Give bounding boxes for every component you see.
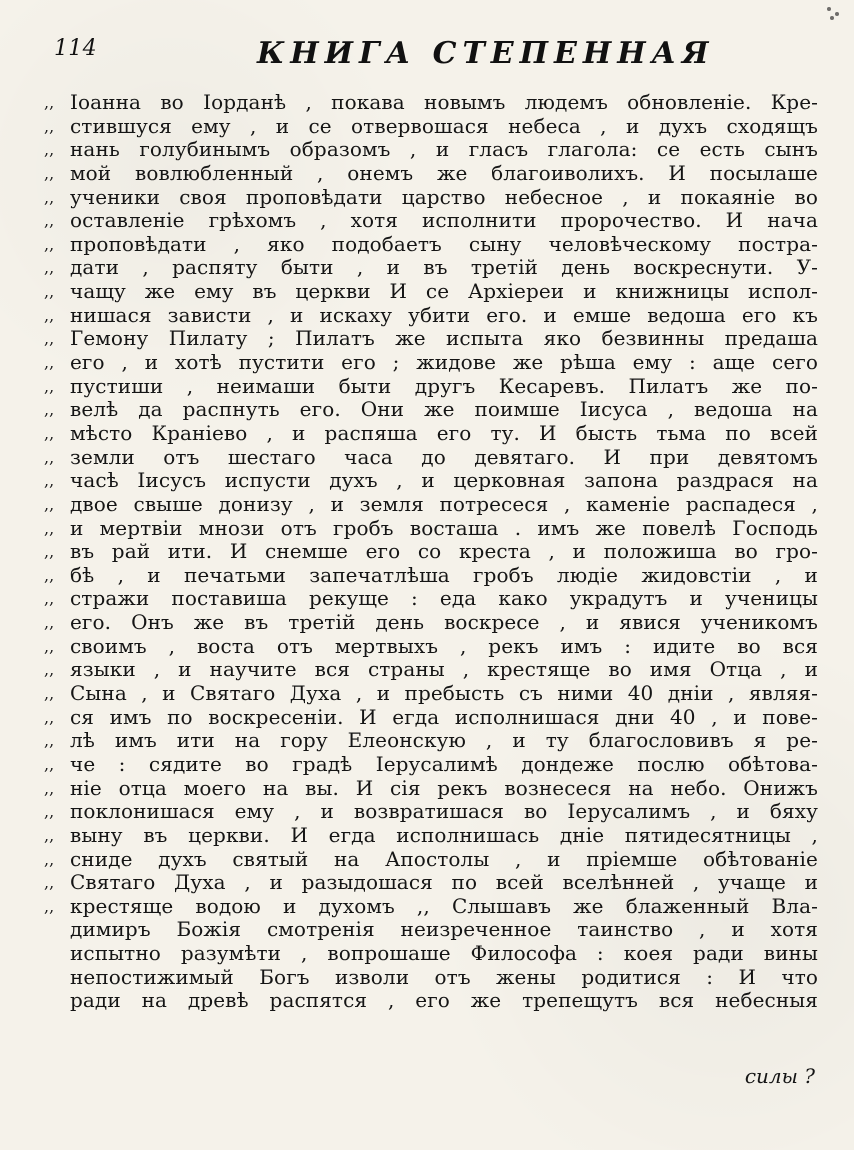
- quotation-mark: ,,: [44, 684, 55, 704]
- quotation-mark: ,,: [44, 518, 55, 538]
- line-text: часѣ Іисусъ испусти духъ , и церковная запона раздрася на: [70, 469, 818, 493]
- quotation-mark: ,,: [44, 258, 55, 278]
- quotation-mark: ,,: [44, 187, 55, 207]
- text-line: [44, 91, 820, 115]
- text-line: [44, 351, 820, 375]
- line-text: стившуся ему , и се отвервошася небеса , и духъ сходящъ: [70, 114, 818, 138]
- text-line: [44, 777, 820, 801]
- text-line: [44, 800, 820, 824]
- quotation-mark: ,,: [44, 494, 55, 514]
- text-line: [44, 729, 820, 753]
- line-text: ніе отца моего на вы. И сія рекъ вознесеся на небо. Онижъ: [70, 776, 818, 800]
- text-line: [44, 682, 820, 706]
- quotation-mark: ,,: [44, 447, 55, 467]
- text-line: [44, 540, 820, 564]
- quotation-mark: ,,: [44, 376, 55, 396]
- text-line: [44, 753, 820, 777]
- line-text: пустиши , неимаши быти другъ Кесаревъ. Пилатъ же по-: [70, 374, 818, 398]
- text-line: [44, 493, 820, 517]
- text-line: [44, 233, 820, 257]
- line-text: стражи поставиша рекуще : еда како украдутъ и ученицы: [70, 587, 818, 611]
- line-text: земли отъ шестаго часа до девятаго. И при девятомъ: [70, 445, 818, 469]
- line-text: испытно разумѣти , вопрошаше Философа : коея ради вины: [70, 942, 818, 966]
- text-line: [44, 398, 820, 422]
- line-text: непостижимый Богъ изволи отъ жены родитися : И что: [70, 965, 818, 989]
- line-text: лѣ имъ ити на гору Елеонскую , и ту благословивъ я ре-: [70, 729, 818, 753]
- quotation-mark: ,,: [44, 353, 55, 373]
- quotation-mark: ,,: [44, 400, 55, 420]
- line-text: оставленіе грѣхомъ , хотя исполнити пророчество. И нача: [70, 209, 818, 233]
- line-text: нишася зависти , и искаху убити его. и емше ведоша его къ: [70, 303, 818, 327]
- line-text: ради на древѣ распятся , его же трепещутъ вся небесныя: [70, 989, 818, 1013]
- text-line: [44, 375, 820, 399]
- text-line: [44, 304, 820, 328]
- line-text: че : сядите во градѣ Іерусалимѣ дондеже послю обѣтова-: [70, 752, 818, 776]
- main-text: [44, 91, 820, 1013]
- quotation-mark: ,,: [44, 211, 55, 231]
- quotation-mark: ,,: [44, 660, 55, 680]
- ink-spot: [827, 7, 831, 11]
- quotation-mark: ,,: [44, 731, 55, 751]
- quotation-mark: ,,: [44, 613, 55, 633]
- text-line: [44, 611, 820, 635]
- quotation-mark: ,,: [44, 163, 55, 183]
- line-text: выну въ церкви. И егда исполнишась дніе пятидесятницы ,: [70, 823, 818, 847]
- line-text: его , и хотѣ пустити его ; жидове же рѣша ему : аще сего: [70, 351, 818, 375]
- line-text: и мертвіи мнози отъ гробъ восташа . имъ же повелѣ Господь: [70, 516, 818, 540]
- line-text: велѣ да распнуть его. Они же поимше Іисуса , ведоша на: [70, 398, 818, 422]
- line-text: проповѣдати , яко подобаетъ сыну человѣческому пострa-: [70, 232, 818, 256]
- quotation-mark: ,,: [44, 636, 55, 656]
- line-text: нань голубинымъ образомъ , и гласъ глагола: се есть сынъ: [70, 138, 818, 162]
- line-text: языки , и научите вся страны , крестяще во имя Отца , и: [70, 658, 818, 682]
- line-text: дати , распяту быти , и въ третій день воскреснути. У-: [70, 256, 818, 280]
- quotation-mark: ,,: [44, 329, 55, 349]
- quotation-mark: ,,: [44, 754, 55, 774]
- text-line: [44, 942, 820, 966]
- quotation-mark: ,,: [44, 778, 55, 798]
- line-text: Сына , и Святаго Духа , и пребысть съ ними 40 дніи , являя-: [70, 682, 818, 706]
- quotation-mark: ,,: [44, 849, 55, 869]
- ink-spot: [835, 12, 839, 16]
- text-line: [44, 989, 820, 1013]
- quotation-mark: ,,: [44, 873, 55, 893]
- quotation-mark: ,,: [44, 471, 55, 491]
- line-text: мѣсто Краніево , и распяша его ту. И бысть тьма по всей: [70, 421, 818, 445]
- line-text: ученики своя проповѣдати царство небесное , и покаяніе во: [70, 185, 818, 209]
- quotation-mark: ,,: [44, 140, 55, 160]
- quotation-mark: ,,: [44, 896, 55, 916]
- text-line: [44, 138, 820, 162]
- text-line: [44, 635, 820, 659]
- line-text: крестяще водою и духомъ ,, Слышавъ же блаженный Вла-: [70, 894, 818, 918]
- line-text: ся имъ по воскресеніи. И егда исполнишася дни 40 , и пове-: [70, 705, 818, 729]
- quotation-mark: ,,: [44, 565, 55, 585]
- text-line: [44, 658, 820, 682]
- text-line: [44, 517, 820, 541]
- quotation-mark: ,,: [44, 234, 55, 254]
- line-text: Іоанна во Іорданѣ , покава новымъ людемъ обновленіе. Кре-: [70, 91, 818, 114]
- text-line: [44, 327, 820, 351]
- quotation-mark: ,,: [44, 707, 55, 727]
- text-line: [44, 446, 820, 470]
- line-text: Гемону Пилату ; Пилатъ же испыта яко безвинны предаша: [70, 327, 818, 351]
- text-line: [44, 848, 820, 872]
- quotation-mark: ,,: [44, 825, 55, 845]
- text-line: [44, 564, 820, 588]
- text-line: [44, 895, 820, 919]
- text-line: [44, 587, 820, 611]
- line-text: двое свыше донизу , и земля потресеся , каменіе распадеся ,: [70, 492, 818, 516]
- line-text: въ рай ити. И снемше его со креста , и положиша во гро-: [70, 540, 818, 564]
- page-header: [42, 36, 812, 78]
- quotation-mark: ,,: [44, 542, 55, 562]
- line-text: Святаго Духа , и разыдошася по всей вселѣнней , учаще и: [70, 871, 818, 895]
- quotation-mark: ,,: [44, 305, 55, 325]
- text-line: [44, 256, 820, 280]
- text-line: [44, 966, 820, 990]
- text-line: [44, 706, 820, 730]
- text-line: [44, 115, 820, 139]
- quotation-mark: ,,: [44, 282, 55, 302]
- text-line: [44, 871, 820, 895]
- quotation-mark: ,,: [44, 423, 55, 443]
- line-text: сниде духъ святый на Апостолы , и пріемше обѣтованіе: [70, 847, 818, 871]
- line-text: чащу же ему въ церкви И се Архіереи и книжницы испол-: [70, 280, 818, 304]
- text-line: [44, 469, 820, 493]
- ink-spot: [830, 16, 834, 20]
- text-line: [44, 162, 820, 186]
- line-text: его. Онъ же въ третій день воскресе , и явися ученикомъ: [70, 611, 818, 635]
- quotation-mark: ,,: [44, 802, 55, 822]
- quotation-mark: ,,: [44, 93, 55, 112]
- line-text: своимъ , воста отъ мертвыхъ , рекъ имъ : идите во вся: [70, 634, 818, 658]
- page-number: 114: [54, 36, 97, 61]
- text-line: [44, 280, 820, 304]
- text-line: [44, 422, 820, 446]
- running-title: КНИГА СТЕПЕННАЯ: [257, 36, 715, 71]
- line-text: димиръ Божія смотренія неизреченное таинство , и хотя: [70, 918, 818, 942]
- final-word: силы ?: [744, 1064, 815, 1088]
- quotation-mark: ,,: [44, 589, 55, 609]
- line-text: мой вовлюбленный , онемъ же благоиволихъ. И посылаше: [70, 161, 818, 185]
- text-line: [44, 824, 820, 848]
- line-text: поклонишася ему , и возвратишася во Іерусалимъ , и бяху: [70, 800, 818, 824]
- quotation-mark: ,,: [44, 116, 55, 136]
- text-line: [44, 186, 820, 210]
- line-text: бѣ , и печатьми запечатлѣша гробъ людіе жидовстіи , и: [70, 563, 818, 587]
- text-line: [44, 209, 820, 233]
- text-line: [44, 918, 820, 942]
